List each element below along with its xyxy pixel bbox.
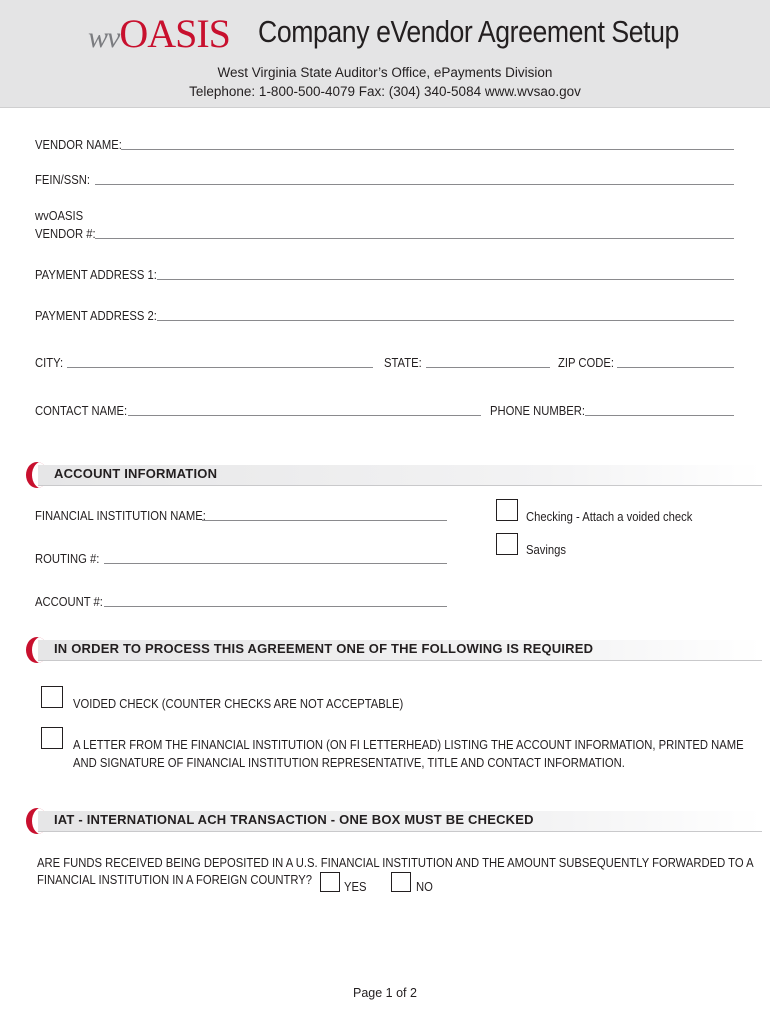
required-section-title: IN ORDER TO PROCESS THIS AGREEMENT ONE OF THE FOLLOWING IS REQUIRED: [54, 641, 594, 656]
contact-name-field[interactable]: [128, 415, 481, 416]
payment-address-1-label: PAYMENT ADDRESS 1:: [35, 268, 157, 282]
payment-address-1-field[interactable]: [157, 279, 734, 280]
state-field[interactable]: [426, 367, 550, 368]
bank-letter-label-line2: AND SIGNATURE OF FINANCIAL INSTITUTION REPRESENTATIVE, TITLE AND CONTACT INFORMATION.: [73, 756, 625, 770]
city-label: CITY:: [35, 356, 64, 370]
page-title: Company eVendor Agreement Setup: [258, 14, 679, 49]
vendor-name-field[interactable]: [121, 149, 734, 150]
iat-yes-checkbox[interactable]: [320, 872, 340, 892]
page-header: [0, 0, 770, 108]
account-section-title: ACCOUNT INFORMATION: [54, 466, 218, 481]
vendor-number-label: VENDOR #:: [35, 227, 96, 241]
account-section-header: [26, 462, 762, 488]
payment-address-2-field[interactable]: [157, 320, 734, 321]
savings-checkbox[interactable]: [496, 533, 518, 555]
required-section-header: [26, 637, 762, 663]
financial-institution-name-label: FINANCIAL INSTITUTION NAME:: [35, 509, 206, 523]
fein-ssn-field[interactable]: [95, 184, 734, 185]
phone-number-field[interactable]: [585, 415, 734, 416]
bank-letter-checkbox[interactable]: [41, 727, 63, 749]
account-label: ACCOUNT #:: [35, 595, 103, 609]
iat-section-header: [26, 808, 762, 834]
vendor-number-field[interactable]: [95, 238, 734, 239]
voided-check-checkbox[interactable]: [41, 686, 63, 708]
bank-letter-label-line1: A LETTER FROM THE FINANCIAL INSTITUTION (ON FI LETTERHEAD) LISTING THE ACCOUNT INFORMATION, PRINTED NAME: [73, 738, 744, 752]
wvoasis-logo: [88, 10, 230, 57]
city-field[interactable]: [67, 367, 373, 368]
iat-no-label: NO: [416, 880, 433, 894]
iat-section-title: IAT - INTERNATIONAL ACH TRANSACTION - ONE BOX MUST BE CHECKED: [54, 812, 534, 827]
iat-yes-label: YES: [344, 880, 367, 894]
zip-code-field[interactable]: [617, 367, 734, 368]
zip-code-label: ZIP CODE:: [558, 356, 615, 370]
account-field[interactable]: [104, 606, 447, 607]
routing-field[interactable]: [104, 563, 447, 564]
header-subtitle-contact: Telephone: 1-800-500-4079 Fax: (304) 340-5084 www.wvsao.gov: [189, 84, 581, 99]
checking-label: Checking - Attach a voided check: [526, 510, 693, 524]
state-label: STATE:: [384, 356, 422, 370]
financial-institution-name-field[interactable]: [202, 520, 447, 521]
page-number: Page 1 of 2: [353, 986, 417, 1000]
wvoasis-label: wvOASIS: [35, 209, 84, 223]
savings-label: Savings: [526, 543, 567, 557]
iat-no-checkbox[interactable]: [391, 872, 411, 892]
routing-label: ROUTING #:: [35, 552, 100, 566]
logo-name: OASIS: [119, 11, 230, 56]
payment-address-2-label: PAYMENT ADDRESS 2:: [35, 309, 157, 323]
iat-question-line1: ARE FUNDS RECEIVED BEING DEPOSITED IN A U.S. FINANCIAL INSTITUTION AND THE AMOUNT SUBSEQUENTLY FORWARDED TO A: [37, 856, 754, 870]
fein-ssn-label: FEIN/SSN:: [35, 173, 91, 187]
vendor-name-label: VENDOR NAME:: [35, 138, 122, 152]
contact-name-label: CONTACT NAME:: [35, 404, 128, 418]
logo-prefix: wv: [88, 21, 120, 54]
voided-check-label: VOIDED CHECK (COUNTER CHECKS ARE NOT ACCEPTABLE): [73, 697, 404, 711]
phone-number-label: PHONE NUMBER:: [490, 404, 586, 418]
header-subtitle-office: West Virginia State Auditor’s Office, ePayments Division: [217, 65, 553, 80]
iat-question-line2: FINANCIAL INSTITUTION IN A FOREIGN COUNTRY?: [37, 873, 313, 887]
checking-checkbox[interactable]: [496, 499, 518, 521]
